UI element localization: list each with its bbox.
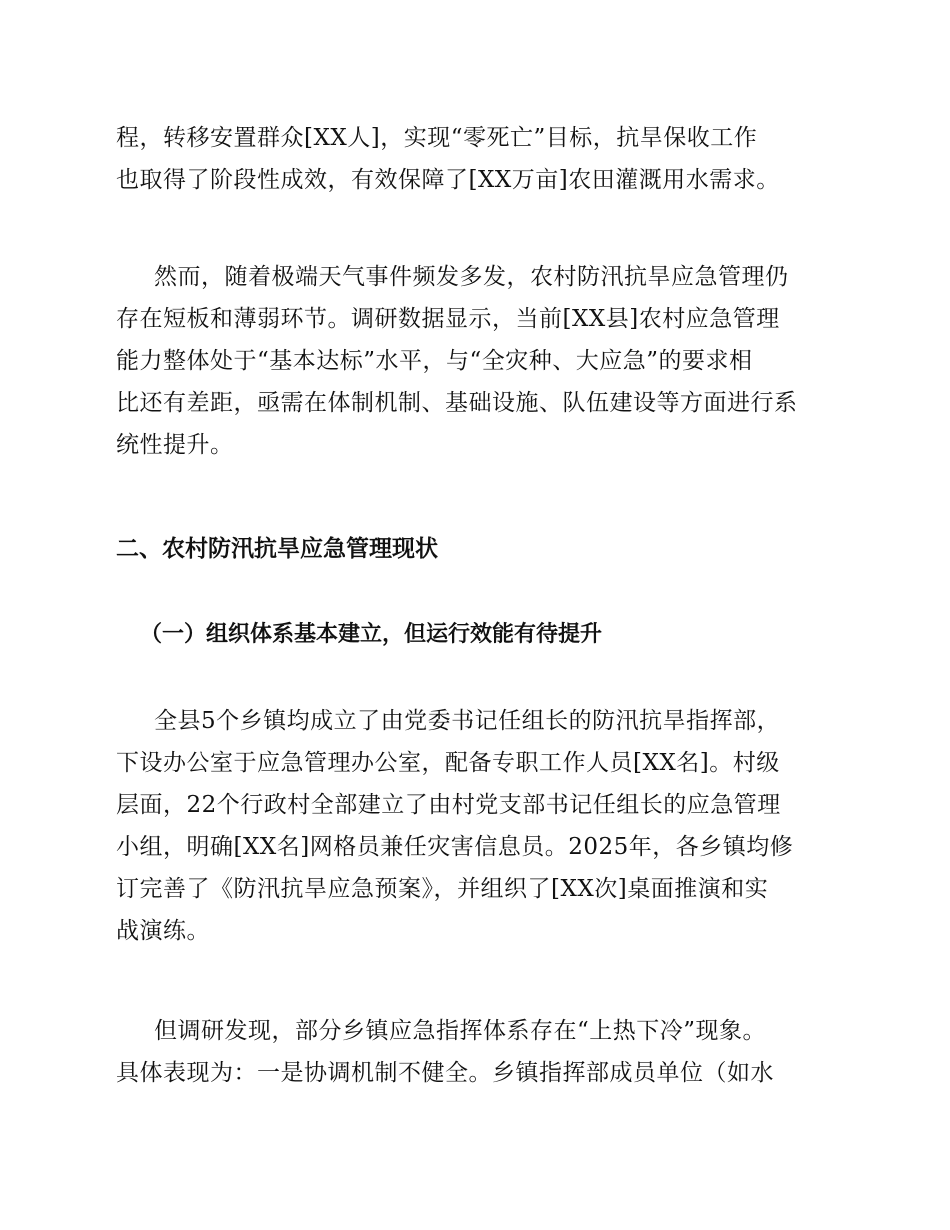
- paragraph-line: 战演练。: [116, 918, 210, 944]
- paragraph-line: 能力整体处于“基本达标”水平，与“全灾种、大应急”的要求相: [116, 348, 753, 374]
- paragraph-line: 但调研发现，部分乡镇应急指挥体系存在“上热下冷”现象。: [154, 1018, 767, 1044]
- paragraph-line: 层面，22个行政村全部建立了由村党支部书记任组长的应急管理: [116, 792, 781, 818]
- paragraph-line: 全县5个乡镇均成立了由党委书记任组长的防汛抗旱指挥部，: [154, 708, 781, 734]
- section-heading: 二、农村防汛抗旱应急管理现状: [116, 536, 438, 562]
- paragraph-line: 下设办公室于应急管理办公室，配备专职工作人员[XX名]。村级: [116, 750, 780, 776]
- paragraph-line: 存在短板和薄弱环节。调研数据显示，当前[XX县]农村应急管理: [116, 306, 780, 332]
- subsection-heading: （一）组织体系基本建立，但运行效能有待提升: [140, 621, 603, 647]
- paragraph-1: [116, 117, 836, 201]
- paragraph-4: [116, 1010, 836, 1094]
- paragraph-line: 然而，随着极端天气事件频发多发，农村防汛抗旱应急管理仍: [154, 264, 789, 290]
- paragraph-line: 小组，明确[XX名]网格员兼任灾害信息员。2025年，各乡镇均修: [116, 834, 794, 860]
- paragraph-line: 统性提升。: [116, 432, 234, 458]
- paragraph-line: 比还有差距，亟需在体制机制、基础设施、队伍建设等方面进行系: [116, 390, 798, 416]
- paragraph-3: [116, 700, 836, 952]
- paragraph-2: [116, 256, 836, 466]
- paragraph-line: 程，转移安置群众[XX人]，实现“零死亡”目标，抗旱保收工作: [116, 125, 758, 151]
- paragraph-line: 也取得了阶段性成效，有效保障了[XX万亩]农田灌溉用水需求。: [116, 167, 780, 193]
- paragraph-line: 订完善了《防汛抗旱应急预案》，并组织了[XX次]桌面推演和实: [116, 876, 769, 902]
- paragraph-line: 具体表现为：一是协调机制不健全。乡镇指挥部成员单位（如水: [116, 1060, 774, 1086]
